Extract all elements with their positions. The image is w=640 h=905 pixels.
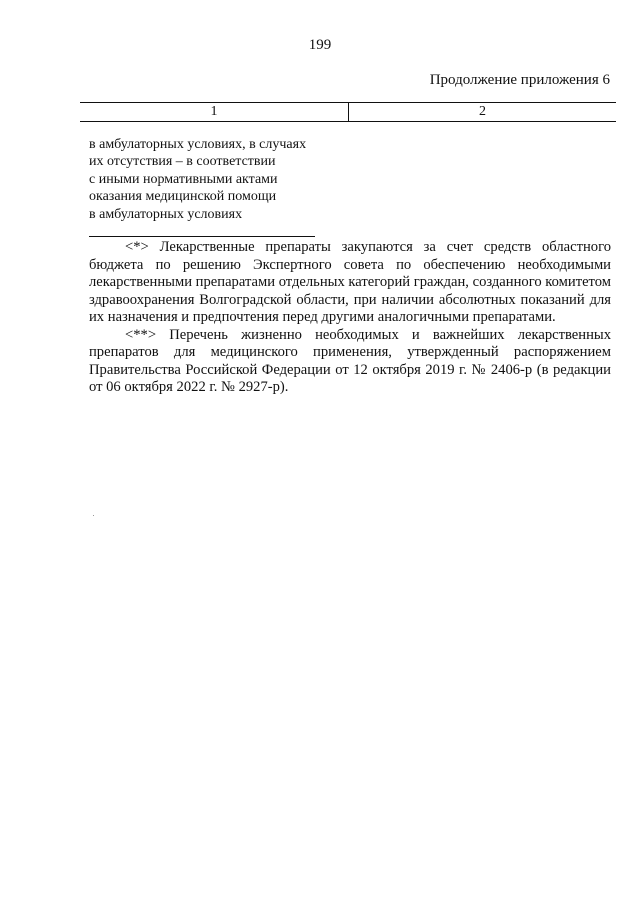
footnotes-block — [89, 239, 611, 397]
appendix-continuation-label: Продолжение приложения 6 — [429, 72, 610, 88]
scan-speck — [93, 515, 94, 516]
page-number: 199 — [308, 37, 332, 53]
footnote-2: <**> Перечень жизненно необходимых и важнейших лекарственных препаратов для медицинского применения, утвержденный распоряжением Правительства Российской Федерации от 12 октября 2019 г. № 2406-р (в редакции от 06 октября 2022 г. № 2927-р). — [89, 326, 611, 395]
table-cell-line: оказания медицинской помощи — [89, 189, 277, 205]
footnote-1: <*> Лекарственные препараты закупаются за счет средств областного бюджета по решению Экспертного совета по обеспечению необходимыми лекарственными препаратами отдельных категорий граждан, созданного комитетом здравоохранения Волгоградской области, при наличии абсолютных показаний для их назначения и предпочтения перед другими аналогичными препаратами. — [89, 239, 611, 325]
table-cell-text — [89, 136, 306, 223]
table-cell-line: в амбулаторных условиях — [89, 206, 243, 222]
footnote-separator — [89, 236, 315, 237]
table-column-header-2: 2 — [479, 104, 486, 119]
table-header-row — [80, 102, 616, 122]
table-cell-line: в амбулаторных условиях, в случаях — [89, 137, 307, 152]
table-column-header-1: 1 — [80, 103, 349, 121]
table-cell-line: с иными нормативными актами — [89, 171, 278, 187]
table-cell-line: их отсутствия – в соответствии — [89, 154, 276, 170]
